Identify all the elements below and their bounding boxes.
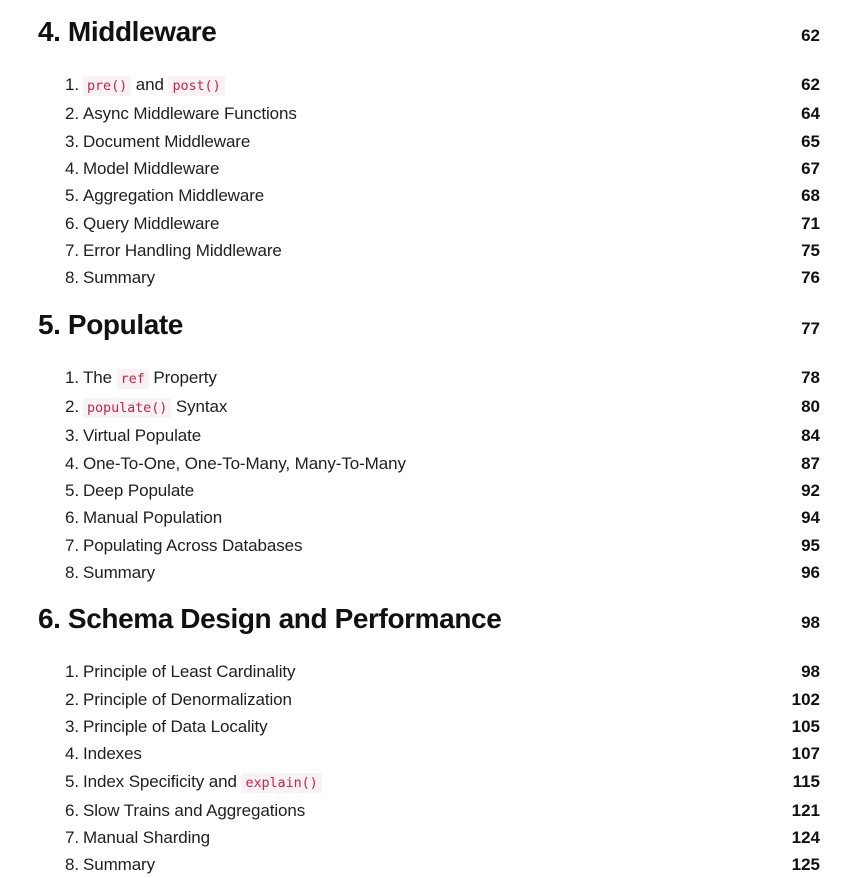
toc-entry-title: 8. Summary bbox=[65, 855, 156, 875]
table-of-contents bbox=[38, 16, 820, 878]
toc-entry-page-number: 95 bbox=[801, 535, 820, 555]
toc-entry-title: 6. Query Middleware bbox=[65, 213, 220, 233]
toc-entry-number: 3. bbox=[65, 131, 79, 151]
section-page-number: 77 bbox=[801, 318, 820, 338]
toc-entry-title: 5. Deep Populate bbox=[65, 480, 195, 500]
toc-entry-number: 7. bbox=[65, 828, 79, 848]
toc-entry[interactable] bbox=[38, 364, 820, 393]
toc-entry-page-number: 124 bbox=[791, 828, 820, 848]
toc-entry[interactable] bbox=[38, 768, 820, 797]
inline-code: pre() bbox=[83, 76, 131, 96]
toc-entry-title: 2. populate() Syntax bbox=[65, 397, 228, 417]
toc-entry-title: 2. Principle of Denormalization bbox=[65, 689, 292, 709]
inline-code: explain() bbox=[241, 773, 321, 793]
inline-code: ref bbox=[117, 369, 149, 389]
toc-entry-number: 2. bbox=[65, 397, 79, 417]
toc-entry-page-number: 65 bbox=[801, 131, 820, 151]
toc-entry-title: 4. Indexes bbox=[65, 744, 142, 764]
toc-section-entries bbox=[38, 658, 820, 878]
toc-section-heading[interactable] bbox=[38, 309, 820, 341]
toc-entry-page-number: 125 bbox=[791, 855, 820, 875]
toc-entry-number: 5. bbox=[65, 771, 79, 791]
toc-entry-title: 3. Virtual Populate bbox=[65, 426, 202, 446]
toc-section-1 bbox=[38, 16, 820, 292]
section-title: 4. Middleware bbox=[38, 16, 217, 47]
toc-entry-number: 2. bbox=[65, 689, 79, 709]
toc-section-entries bbox=[38, 364, 820, 586]
toc-entry-title: 5. Aggregation Middleware bbox=[65, 186, 265, 206]
toc-section-heading[interactable] bbox=[38, 16, 820, 48]
toc-entry-number: 6. bbox=[65, 508, 79, 528]
toc-entry-number: 7. bbox=[65, 240, 79, 260]
toc-entry-number: 6. bbox=[65, 213, 79, 233]
toc-entry-page-number: 94 bbox=[801, 508, 820, 528]
toc-entry[interactable] bbox=[38, 182, 820, 209]
toc-entry-number: 8. bbox=[65, 855, 79, 875]
toc-entry-title: 6. Slow Trains and Aggregations bbox=[65, 800, 306, 820]
toc-entry[interactable] bbox=[38, 532, 820, 559]
toc-entry-title: 6. Manual Population bbox=[65, 508, 223, 528]
toc-entry-number: 6. bbox=[65, 800, 79, 820]
toc-entry-number: 3. bbox=[65, 426, 79, 446]
toc-entry[interactable] bbox=[38, 824, 820, 851]
toc-entry-page-number: 87 bbox=[801, 453, 820, 473]
toc-entry-title: 1. pre() and post() bbox=[65, 71, 225, 100]
toc-entry[interactable] bbox=[38, 100, 820, 127]
toc-entry-page-number: 121 bbox=[791, 800, 820, 820]
toc-entry-page-number: 92 bbox=[801, 480, 820, 500]
toc-entry-page-number: 84 bbox=[801, 426, 820, 446]
inline-code: populate() bbox=[83, 398, 171, 418]
toc-section-heading[interactable] bbox=[38, 603, 820, 635]
toc-entry-number: 5. bbox=[65, 186, 79, 206]
toc-entry-page-number: 107 bbox=[791, 744, 820, 764]
toc-entry-page-number: 62 bbox=[801, 75, 820, 95]
toc-entry-page-number: 75 bbox=[801, 240, 820, 260]
toc-entry-page-number: 98 bbox=[801, 662, 820, 682]
toc-entry-title: 4. One-To-One, One-To-Many, Many-To-Many bbox=[65, 453, 406, 473]
toc-entry[interactable] bbox=[38, 797, 820, 824]
toc-entry[interactable] bbox=[38, 155, 820, 182]
toc-entry-page-number: 105 bbox=[791, 716, 820, 736]
toc-entry-number: 8. bbox=[65, 562, 79, 582]
toc-entry-title: 3. Principle of Data Locality bbox=[65, 716, 268, 736]
toc-entry-number: 3. bbox=[65, 716, 79, 736]
toc-entry[interactable] bbox=[38, 477, 820, 504]
toc-entry-page-number: 78 bbox=[801, 367, 820, 387]
toc-entry-number: 7. bbox=[65, 535, 79, 555]
toc-entry-page-number: 71 bbox=[801, 213, 820, 233]
toc-entry-number: 4. bbox=[65, 159, 79, 179]
toc-entry[interactable] bbox=[38, 504, 820, 531]
toc-entry-number: 1. bbox=[65, 367, 79, 387]
toc-entry[interactable] bbox=[38, 422, 820, 449]
toc-section-3 bbox=[38, 603, 820, 878]
toc-entry-title: 7. Error Handling Middleware bbox=[65, 240, 282, 260]
toc-entry-title: 8. Summary bbox=[65, 268, 156, 288]
toc-entry-page-number: 102 bbox=[791, 689, 820, 709]
toc-entry-page-number: 67 bbox=[801, 159, 820, 179]
toc-entry[interactable] bbox=[38, 450, 820, 477]
toc-section-entries bbox=[38, 71, 820, 291]
toc-section-2 bbox=[38, 309, 820, 587]
toc-entry[interactable] bbox=[38, 210, 820, 237]
toc-entry[interactable] bbox=[38, 264, 820, 291]
toc-entry[interactable] bbox=[38, 393, 820, 422]
toc-entry[interactable] bbox=[38, 237, 820, 264]
toc-entry-number: 1. bbox=[65, 75, 79, 95]
inline-code: post() bbox=[168, 76, 224, 96]
toc-entry-page-number: 96 bbox=[801, 562, 820, 582]
toc-entry-number: 8. bbox=[65, 268, 79, 288]
toc-entry-title: 5. Index Specificity and explain() bbox=[65, 768, 322, 797]
toc-entry[interactable] bbox=[38, 559, 820, 586]
toc-entry[interactable] bbox=[38, 686, 820, 713]
toc-entry-page-number: 68 bbox=[801, 186, 820, 206]
toc-entry-title: 7. Manual Sharding bbox=[65, 828, 211, 848]
toc-entry-title: 7. Populating Across Databases bbox=[65, 535, 303, 555]
toc-entry[interactable] bbox=[38, 740, 820, 767]
toc-entry-title: 4. Model Middleware bbox=[65, 159, 220, 179]
toc-entry[interactable] bbox=[38, 71, 820, 100]
toc-entry-title: 8. Summary bbox=[65, 562, 156, 582]
toc-entry-title: 1. The ref Property bbox=[65, 367, 217, 387]
toc-entry-page-number: 80 bbox=[801, 397, 820, 417]
section-title: 5. Populate bbox=[38, 308, 183, 340]
toc-entry-number: 4. bbox=[65, 744, 79, 764]
section-page-number: 98 bbox=[801, 613, 820, 633]
toc-entry-title: 2. Async Middleware Functions bbox=[65, 104, 297, 124]
toc-entry-title: 3. Document Middleware bbox=[65, 131, 251, 151]
section-page-number: 62 bbox=[801, 26, 820, 45]
toc-entry[interactable] bbox=[38, 713, 820, 740]
section-title: 6. Schema Design and Performance bbox=[38, 603, 502, 635]
toc-entry[interactable] bbox=[38, 658, 820, 685]
toc-entry-number: 1. bbox=[65, 662, 79, 682]
toc-entry[interactable] bbox=[38, 851, 820, 878]
toc-entry-number: 4. bbox=[65, 453, 79, 473]
toc-entry-number: 2. bbox=[65, 104, 79, 124]
toc-entry-title: 1. Principle of Least Cardinality bbox=[65, 662, 296, 682]
toc-entry-page-number: 115 bbox=[792, 771, 820, 791]
toc-entry-page-number: 76 bbox=[801, 268, 820, 288]
toc-entry-page-number: 64 bbox=[801, 104, 820, 124]
toc-entry-number: 5. bbox=[65, 480, 79, 500]
toc-entry[interactable] bbox=[38, 128, 820, 155]
